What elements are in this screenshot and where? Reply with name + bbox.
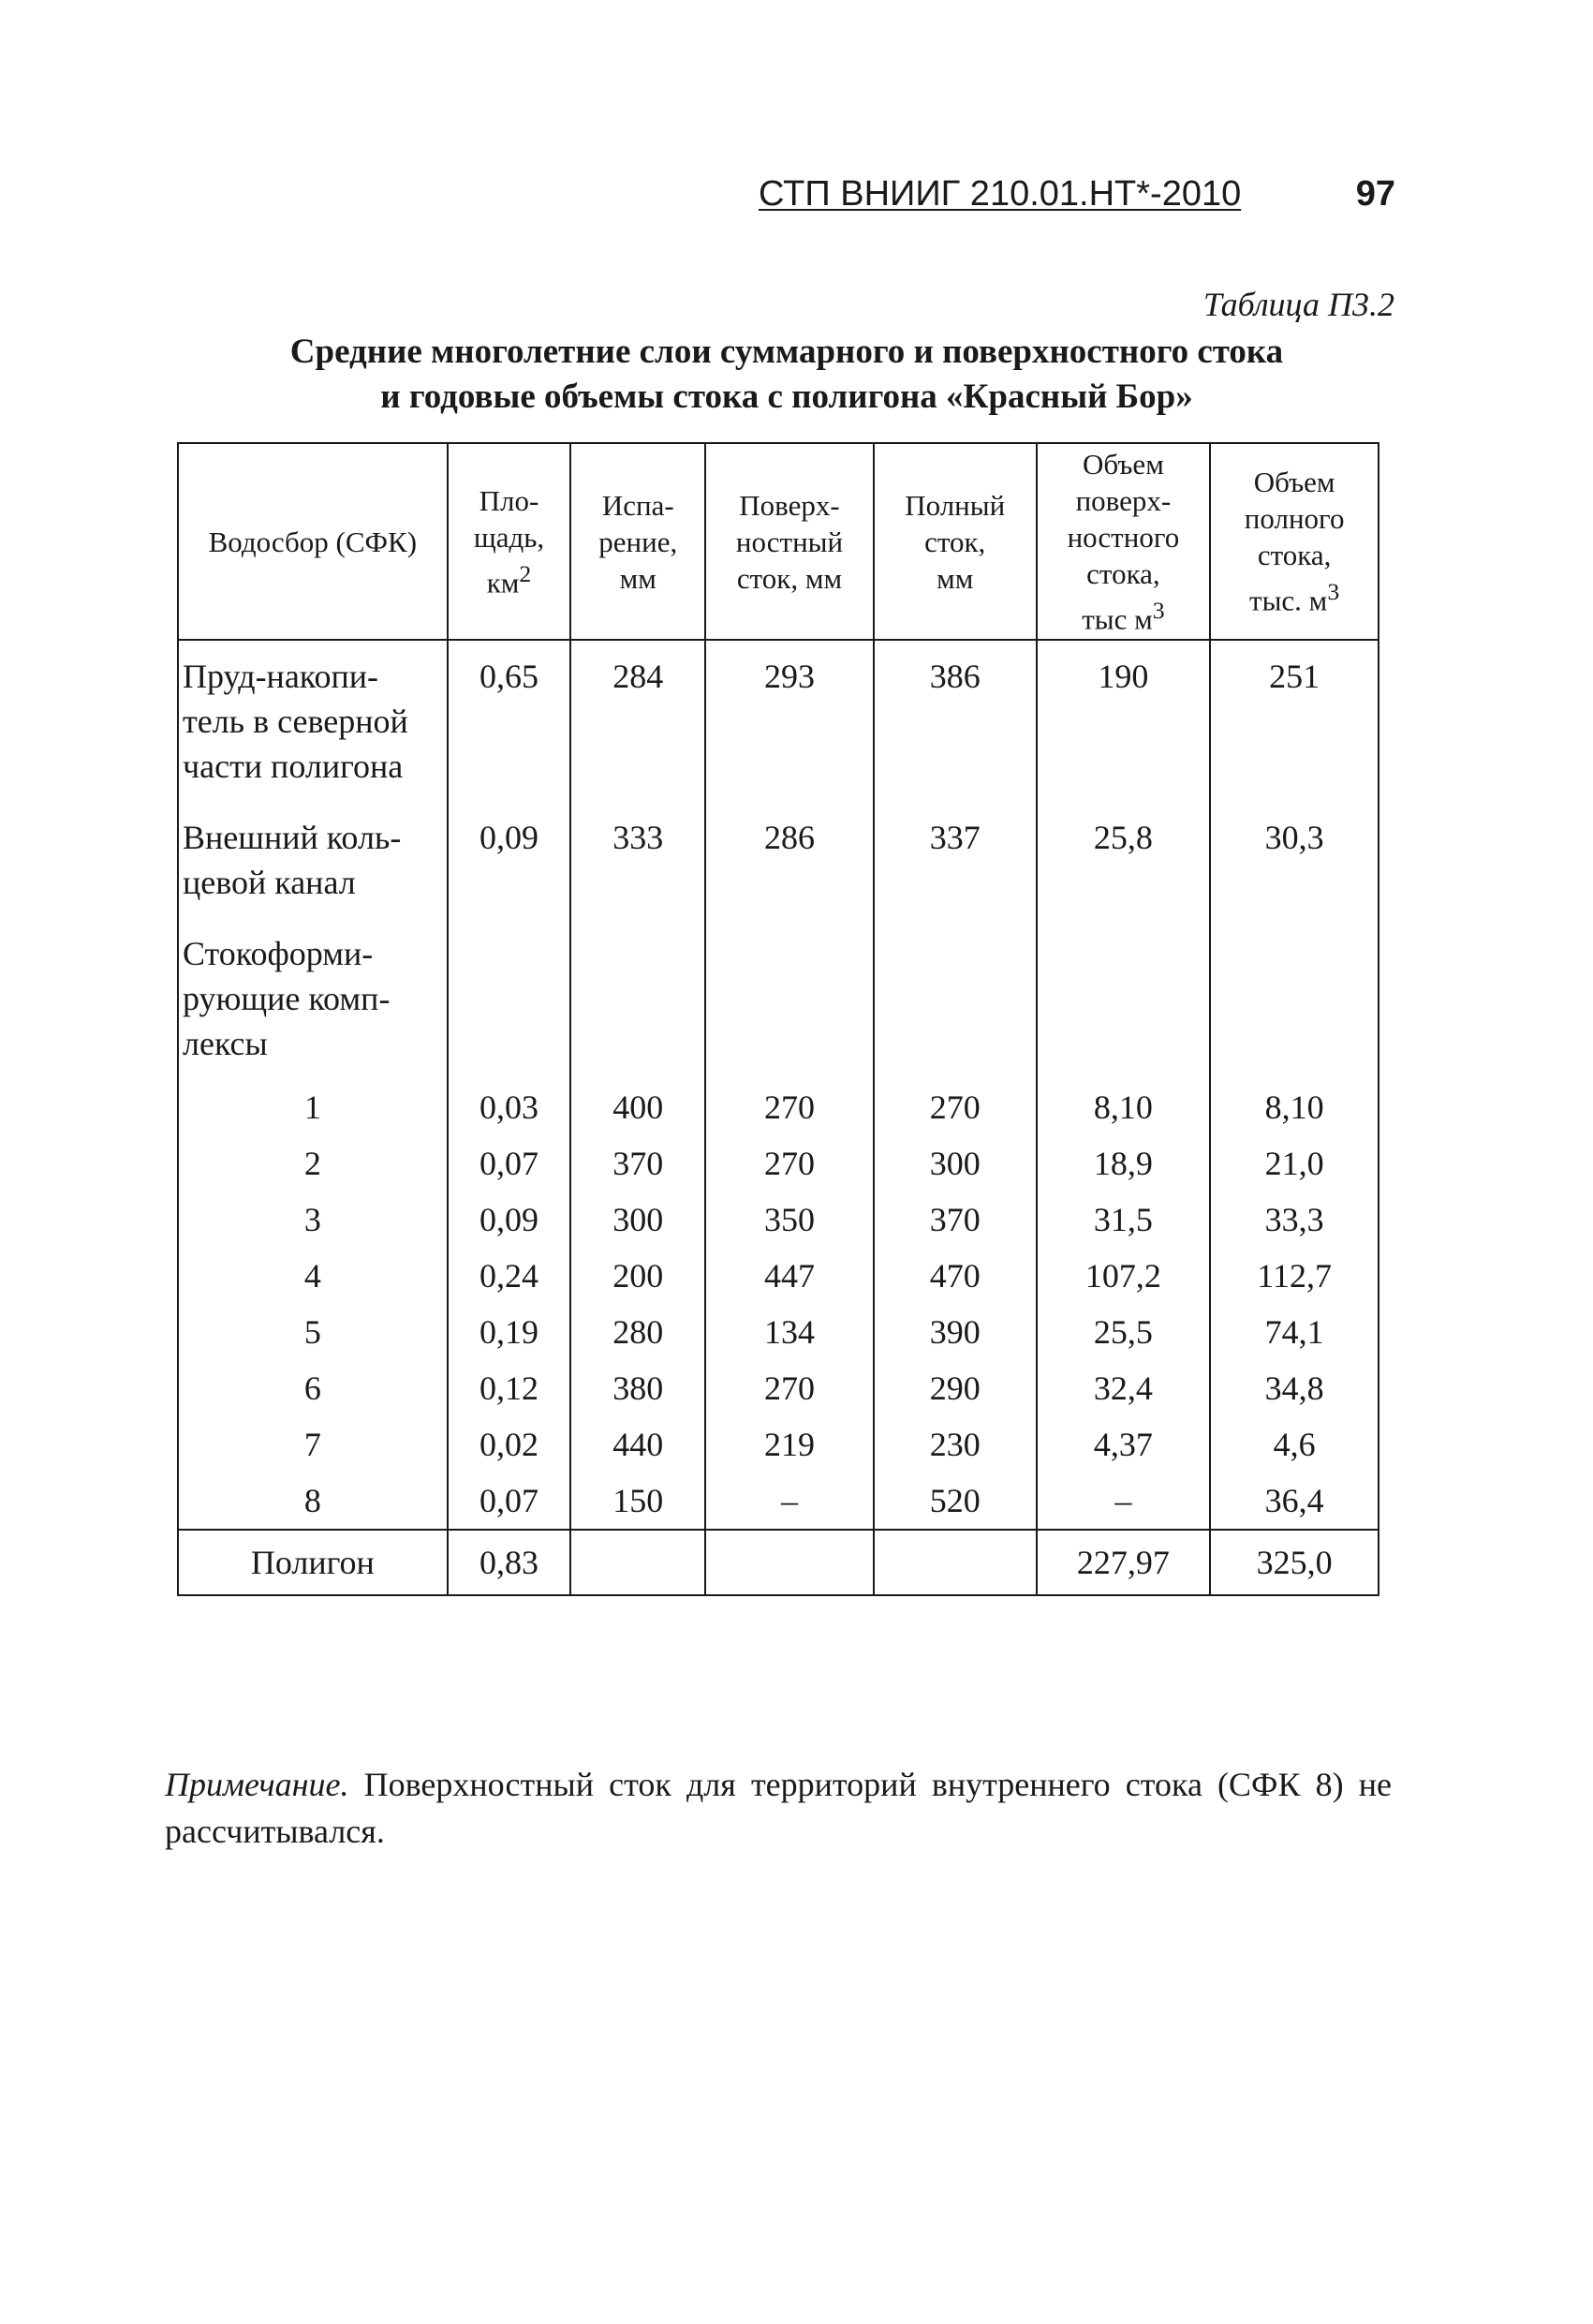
table-title	[178, 330, 1395, 420]
cell-total: 470	[874, 1248, 1037, 1304]
table-row	[178, 1304, 1379, 1360]
cell-surface	[705, 1530, 874, 1595]
table-note	[165, 1761, 1392, 1855]
cell-evap: 400	[570, 1079, 705, 1135]
cell-vol-total: 251	[1210, 640, 1379, 802]
cell-vol-surface: –	[1037, 1473, 1211, 1530]
table-body	[178, 640, 1379, 1530]
cell-area: 0,09	[448, 802, 571, 918]
table-header	[178, 443, 1379, 640]
cell-total: 290	[874, 1360, 1037, 1416]
cell-evap: 284	[570, 640, 705, 802]
total-row	[178, 1530, 1379, 1595]
cell-total: 390	[874, 1304, 1037, 1360]
cell-watershed: 3	[178, 1192, 448, 1248]
cell-total	[874, 1530, 1037, 1595]
cell-total	[874, 918, 1037, 1079]
cell-vol-surface: 32,4	[1037, 1360, 1211, 1416]
cell-vol-total: 33,3	[1210, 1192, 1379, 1248]
cell-area: 0,65	[448, 640, 571, 802]
cell-vol-total: 8,10	[1210, 1079, 1379, 1135]
column-header-1: Водосбор (СФК)	[178, 443, 448, 640]
cell-surface: 270	[705, 1360, 874, 1416]
cell-watershed: 8	[178, 1473, 448, 1530]
cell-total: 370	[874, 1192, 1037, 1248]
cell-watershed: 6	[178, 1360, 448, 1416]
column-header-3: Испа- рение, мм	[570, 443, 705, 640]
cell-total: 300	[874, 1135, 1037, 1192]
cell-surface: 447	[705, 1248, 874, 1304]
cell-vol-total: 112,7	[1210, 1248, 1379, 1304]
table-row	[178, 1248, 1379, 1304]
cell-evap: 280	[570, 1304, 705, 1360]
cell-evap: 150	[570, 1473, 705, 1530]
table-row	[178, 802, 1379, 918]
table-row	[178, 918, 1379, 1079]
runoff-table	[177, 442, 1379, 1596]
cell-vol-total: 30,3	[1210, 802, 1379, 918]
table-title-line-1: Средние многолетние слои суммарного и поверхностного стока	[289, 333, 1284, 371]
cell-surface: 219	[705, 1416, 874, 1473]
table-row	[178, 1416, 1379, 1473]
cell-evap: 380	[570, 1360, 705, 1416]
cell-surface: 350	[705, 1192, 874, 1248]
table-title-line-2: и годовые объемы стока с полигона «Красный Бор»	[380, 377, 1193, 416]
cell-vol-total: 4,6	[1210, 1416, 1379, 1473]
cell-vol-surface: 107,2	[1037, 1248, 1211, 1304]
note-text: Поверхностный сток для территорий внутреннего стока (СФК 8) не рассчитывался.	[165, 1766, 1392, 1850]
cell-evap: 370	[570, 1135, 705, 1192]
column-header-5: Полный сток, мм	[874, 443, 1037, 640]
unit-superscript: 2	[519, 559, 532, 587]
cell-evap: 440	[570, 1416, 705, 1473]
cell-vol-total: 325,0	[1210, 1530, 1379, 1595]
cell-total: 520	[874, 1473, 1037, 1530]
cell-evap: 300	[570, 1192, 705, 1248]
cell-watershed: Полигон	[178, 1530, 448, 1595]
cell-area: 0,07	[448, 1473, 571, 1530]
cell-area: 0,03	[448, 1079, 571, 1135]
cell-surface: 134	[705, 1304, 874, 1360]
cell-surface: –	[705, 1473, 874, 1530]
cell-area	[448, 918, 571, 1079]
cell-watershed: 4	[178, 1248, 448, 1304]
cell-vol-total: 21,0	[1210, 1135, 1379, 1192]
cell-vol-surface: 18,9	[1037, 1135, 1211, 1192]
unit-superscript: 3	[1327, 578, 1340, 606]
header-row	[178, 443, 1379, 640]
cell-surface	[705, 918, 874, 1079]
cell-area: 0,07	[448, 1135, 571, 1192]
cell-vol-surface: 227,97	[1037, 1530, 1211, 1595]
cell-total: 337	[874, 802, 1037, 918]
cell-watershed: 2	[178, 1135, 448, 1192]
cell-vol-surface: 31,5	[1037, 1192, 1211, 1248]
unit-superscript: 3	[1152, 596, 1165, 624]
cell-watershed: Внешний коль- цевой канал	[178, 802, 448, 918]
table-row	[178, 1135, 1379, 1192]
document-code: СТП ВНИИГ 210.01.НТ*-2010	[759, 174, 1242, 214]
cell-watershed: Стокоформи- рующие комп- лексы	[178, 918, 448, 1079]
cell-vol-surface: 8,10	[1037, 1079, 1211, 1135]
column-header-6: Объем поверх- ностного стока, тыс $м^3$	[1037, 443, 1211, 640]
cell-evap: 333	[570, 802, 705, 918]
cell-vol-surface: 25,5	[1037, 1304, 1211, 1360]
column-header-7: Объем полного стока, тыс. $м^3$	[1210, 443, 1379, 640]
cell-evap	[570, 1530, 705, 1595]
cell-surface: 286	[705, 802, 874, 918]
cell-watershed: 7	[178, 1416, 448, 1473]
cell-total: 270	[874, 1079, 1037, 1135]
cell-area: 0,12	[448, 1360, 571, 1416]
cell-vol-total: 74,1	[1210, 1304, 1379, 1360]
cell-vol-total	[1210, 918, 1379, 1079]
table-footer	[178, 1530, 1379, 1595]
cell-area: 0,02	[448, 1416, 571, 1473]
column-header-4: Поверх- ностный сток, мм	[705, 443, 874, 640]
table-row	[178, 1473, 1379, 1530]
cell-evap	[570, 918, 705, 1079]
cell-vol-surface	[1037, 918, 1211, 1079]
cell-area: 0,09	[448, 1192, 571, 1248]
table-row	[178, 640, 1379, 802]
cell-watershed: 5	[178, 1304, 448, 1360]
column-header-2: Пло- щадь, $км^2$	[448, 443, 571, 640]
note-label: Примечание.	[165, 1766, 349, 1803]
cell-vol-total: 34,8	[1210, 1360, 1379, 1416]
cell-watershed: Пруд-накопи- тель в северной части полигона	[178, 640, 448, 802]
cell-area: 0,19	[448, 1304, 571, 1360]
table-label: Таблица П3.2	[1202, 286, 1394, 323]
cell-surface: 270	[705, 1079, 874, 1135]
cell-total: 230	[874, 1416, 1037, 1473]
page-number: 97	[1355, 174, 1395, 214]
cell-vol-surface: 4,37	[1037, 1416, 1211, 1473]
cell-evap: 200	[570, 1248, 705, 1304]
cell-area: 0,24	[448, 1248, 571, 1304]
cell-vol-surface: 25,8	[1037, 802, 1211, 918]
cell-total: 386	[874, 640, 1037, 802]
cell-area: 0,83	[448, 1530, 571, 1595]
table-row	[178, 1192, 1379, 1248]
cell-vol-total: 36,4	[1210, 1473, 1379, 1530]
table-row	[178, 1360, 1379, 1416]
cell-surface: 293	[705, 640, 874, 802]
cell-surface: 270	[705, 1135, 874, 1192]
table-row	[178, 1079, 1379, 1135]
page-header	[749, 174, 1395, 227]
cell-vol-surface: 190	[1037, 640, 1211, 802]
cell-watershed: 1	[178, 1079, 448, 1135]
